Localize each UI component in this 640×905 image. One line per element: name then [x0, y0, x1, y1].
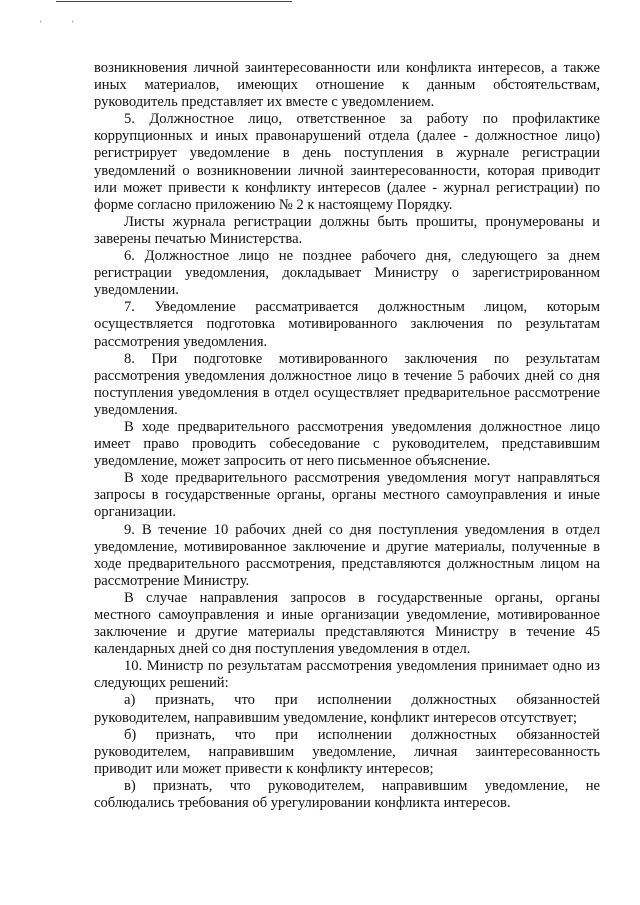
paragraph-item-8: 8. При подготовке мотивированного заключения по результатам рассмотрения уведомления должностное лицо в течение 5 рабочих дней со дня поступления уведомления в отдел осуществляет предварительное рассмотрение уведомления. [94, 350, 600, 418]
document-page [94, 60, 600, 812]
top-rule [56, 1, 292, 2]
paragraph-decision-a: а) признать, что при исполнении должностных обязанностей руководителем, направившим уведомление, конфликт интересов отсутствует; [94, 692, 600, 726]
paragraph-item-7: 7. Уведомление рассматривается должностным лицом, которым осуществляется подготовка мотивированного заключения по результатам рассмотрения уведомления. [94, 299, 600, 350]
paragraph-decision-c: в) признать, что руководителем, направившим уведомление, не соблюдались требования об урегулировании конфликта интересов. [94, 777, 600, 812]
paragraph-interview: В ходе предварительного рассмотрения уведомления должностное лицо имеет право проводить собеседование с руководителем, представившим уведомление, может запросить от него письменное объяснение. [94, 418, 600, 470]
paragraph-item-5: 5. Должностное лицо, ответственное за работу по профилактике коррупционных и иных правонарушений отдела (далее - должностное лицо) регистрирует уведомление в день поступления в журнале регистрации уведомлений о возникновении личной заинтересованности, которая приводит или может привести к конфликту интересов (далее - журнал регистрации) по форме согласно приложению № 2 к настоящему Порядку. [94, 111, 600, 213]
paragraph-item-9: 9. В течение 10 рабочих дней со дня поступления уведомления в отдел уведомление, мотивированное заключение и другие материалы, полученные в ходе предварительного рассмотрения, представляются должностным лицом на рассмотрение Министру. [94, 521, 600, 589]
paragraph-decision-b: б) признать, что при исполнении должностных обязанностей руководителем, направившим уведомление, личная заинтересованность приводит или может привести к конфликту интересов; [94, 726, 600, 777]
paragraph-45-days: В случае направления запросов в государственные органы, органы местного самоуправления и иные организации уведомление, мотивированное заключение и другие материалы представляются Министру в течение 45 календарных дней со дня поступления уведомления в отдел. [94, 589, 600, 658]
paragraph-item-6: 6. Должностное лицо не позднее рабочего дня, следующего за днем регистрации уведомления, докладывает Министру о зарегистрированном уведомлении. [94, 248, 600, 299]
paragraph-item-10: 10. Министр по результатам рассмотрения уведомления принимает одно из следующих решений: [94, 658, 600, 692]
paragraph-continuation: возникновения личной заинтересованности или конфликта интересов, а также иных материалов, имеющих отношение к данным обстоятельствам, руководитель представляет их вместе с уведомлением. [94, 60, 600, 111]
paragraph-journal-sheets: Листы журнала регистрации должны быть прошиты, пронумерованы и заверены печатью Министерства. [94, 213, 600, 247]
scan-speck: ' [72, 19, 74, 29]
paragraph-requests: В ходе предварительного рассмотрения уведомления могут направляться запросы в государственные органы, органы местного самоуправления и иные организации. [94, 470, 600, 521]
scan-speck: ' [40, 19, 42, 29]
